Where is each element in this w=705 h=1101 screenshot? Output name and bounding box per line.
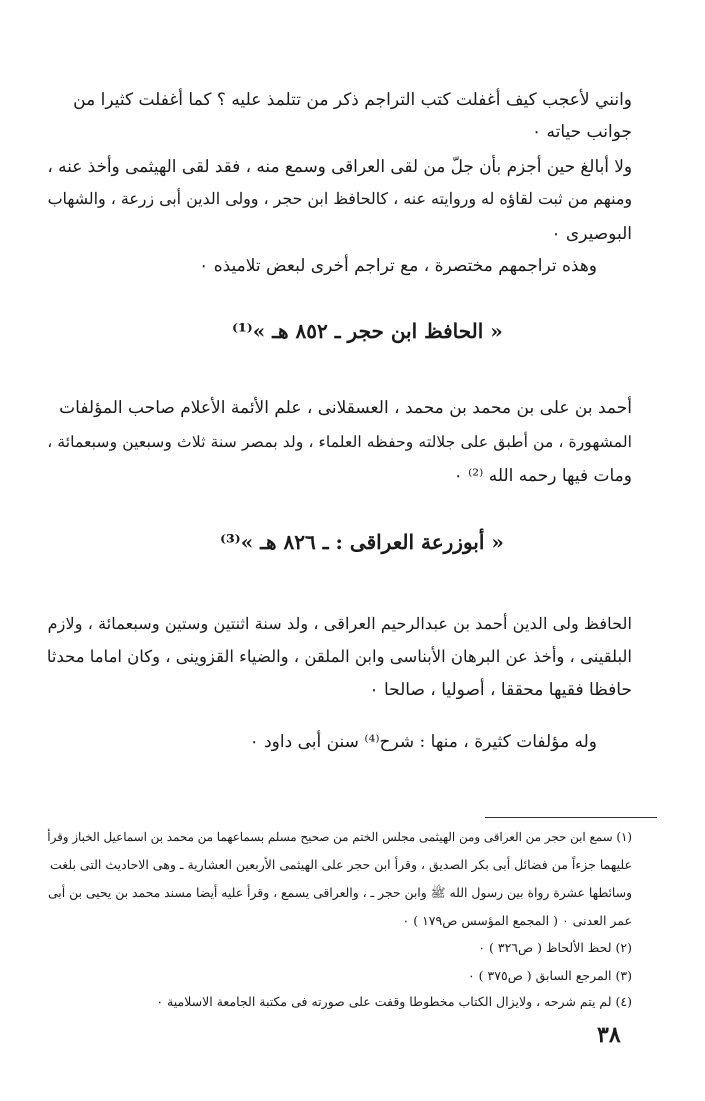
- body-line: الحافظ ولى الدين أحمد بن عبدالرحيم العراقى ، ولد سنة اثنتين وستين وسبعمائة ، ولازم: [47, 614, 632, 633]
- body-line: وانني لأعجب كيف أغفلت كتب التراجم ذكر من تتلمذ عليه ؟ كما أغفلت كثيرا من: [73, 90, 632, 110]
- section-heading-abu-zura: « أبوزرعة العراقى : ـ ٨٢٦ هـ »⁽³⁾: [220, 530, 504, 554]
- footnote-line: (٣) المرجع السابق ( ص٣٧٥ ) ٠: [467, 968, 632, 983]
- body-line: حافظا فقيها محققا ، أصوليا ، صالحا ٠: [369, 680, 632, 700]
- footnote-line: (١) سمع ابن حجر من العراقى ومن الهيثمى مجلس الختم من صحيح مسلم بسماعهما من محمد بن اسماعيل الخباز وقرأ: [47, 830, 632, 844]
- body-line: وهذه تراجمهم مختصرة ، مع تراجم أخرى لبعض تلاميذه ٠: [199, 256, 597, 276]
- footnote-line: عمر العدنى ٠ ( المجمع المؤسس ص١٧٩ ) ٠: [402, 913, 632, 928]
- body-line: أحمد بن على بن محمد بن محمد ، العسقلانى ، علم الأئمة الأعلام صاحب المؤلفات: [59, 398, 632, 418]
- section-heading-ibn-hajar: « الحافظ ابن حجر ـ ٨٥٢ هـ »⁽¹⁾: [232, 319, 503, 343]
- body-line: البلقينى ، وأخذ عن البرهان الأبناسى وابن الملقن ، والضياء القزوينى ، وكان اماما محدثا: [46, 647, 632, 666]
- body-line: البوصيرى ٠: [551, 224, 632, 244]
- body-line: ومات فيها رحمه الله ⁽²⁾ ٠: [453, 466, 632, 486]
- footnote-line: (٤) لم يتم شرحه ، ولايزال الكتاب مخطوطا وقفت على صورته فى مكتبة الجامعة الاسلامية ٠: [156, 994, 632, 1009]
- footnote-line: وسائطها عشرة رواة بين رسول الله ﷺ وابن حجر ـ ، والعراقى يسمع ، وقرأ عليه أيضا مسند محمد بن يحيى بن أبى: [47, 886, 632, 900]
- footnote-separator: [485, 817, 657, 818]
- body-line: المشهورة ، من أطبق على جلالته وحفظه العلماء ، ولد بمصر سنة ثلاث وسبعين وسبعمائة ،: [47, 432, 632, 451]
- body-line: وله مؤلفات كثيرة ، منها : شرح⁽⁴⁾ سنن أبى داود ٠: [249, 732, 597, 752]
- footnote-line: (٢) لحظ الألحاظ ( ص٣٢٦ ) ٠: [478, 940, 632, 955]
- body-line: ومنهم من ثبت لقاؤه له وروايته عنه ، كالحافظ ابن حجر ، وولى الدين أبى زرعة ، والشهاب: [47, 189, 632, 208]
- body-line: جوانب حياته ٠: [531, 122, 632, 142]
- page-number: ٣٨: [597, 1022, 621, 1048]
- footnote-line: عليهما جزءاً من فضائل أبى بكر الصديق ، وقرأ ابن حجر على الهيثمى الأربعين العشارية ـ وهى الاحاديث التى بلغت: [50, 857, 632, 872]
- body-line: ولا أبالغ حين أجزم بأن جلّ من لقى العراقى وسمع منه ، فقد لقى الهيثمى وأخذ عنه ،: [47, 156, 632, 176]
